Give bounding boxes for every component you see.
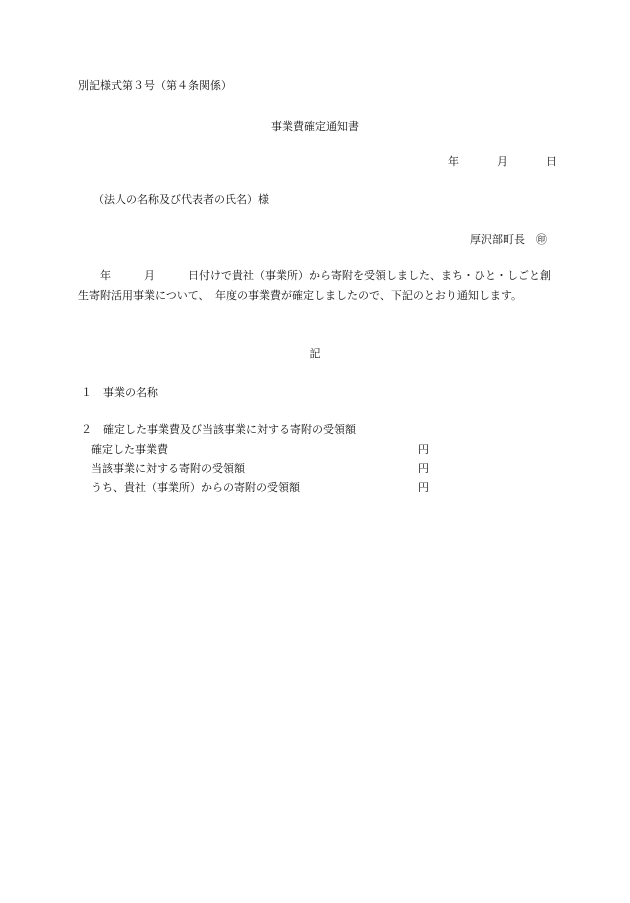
document-title: 事業費確定通知書: [271, 120, 359, 133]
addressee: （法人の名称及び代表者の氏名）様: [93, 193, 269, 206]
amount-row-donation-received: [91, 463, 429, 477]
item-2-amounts: ２ 確定した事業費及び当該事業に対する寄附の受領額: [81, 423, 356, 436]
amount-row-unit: 円: [418, 443, 429, 456]
form-number: 別記様式第３号（第４条関係）: [78, 79, 232, 92]
date-day: 日: [546, 155, 557, 168]
amount-row-confirmed-cost: [91, 444, 429, 458]
ki-heading: 記: [309, 347, 321, 360]
amount-row-label: うち、貴社（事業所）からの寄附の受領額: [91, 481, 300, 494]
amount-row-company-donation: [91, 482, 429, 496]
amount-row-label: 確定した事業費: [91, 443, 168, 456]
date-line: [448, 156, 557, 167]
body-paragraph: 年 月 日付けで貴社（事業所）から寄附を受領しました、まち・ひと・しごと創生寄附活用事業について、 年度の事業費が確定しましたので、下記のとおり通知します。: [78, 269, 551, 302]
date-month: 月: [497, 155, 508, 168]
date-year: 年: [448, 155, 459, 168]
item-1-project-name: １ 事業の名称: [81, 386, 158, 399]
amount-row-unit: 円: [418, 481, 429, 494]
amount-row-label: 当該事業に対する寄附の受領額: [91, 462, 245, 475]
sender: 厚沢部町長 ㊞: [470, 233, 547, 246]
amount-row-unit: 円: [418, 462, 429, 475]
